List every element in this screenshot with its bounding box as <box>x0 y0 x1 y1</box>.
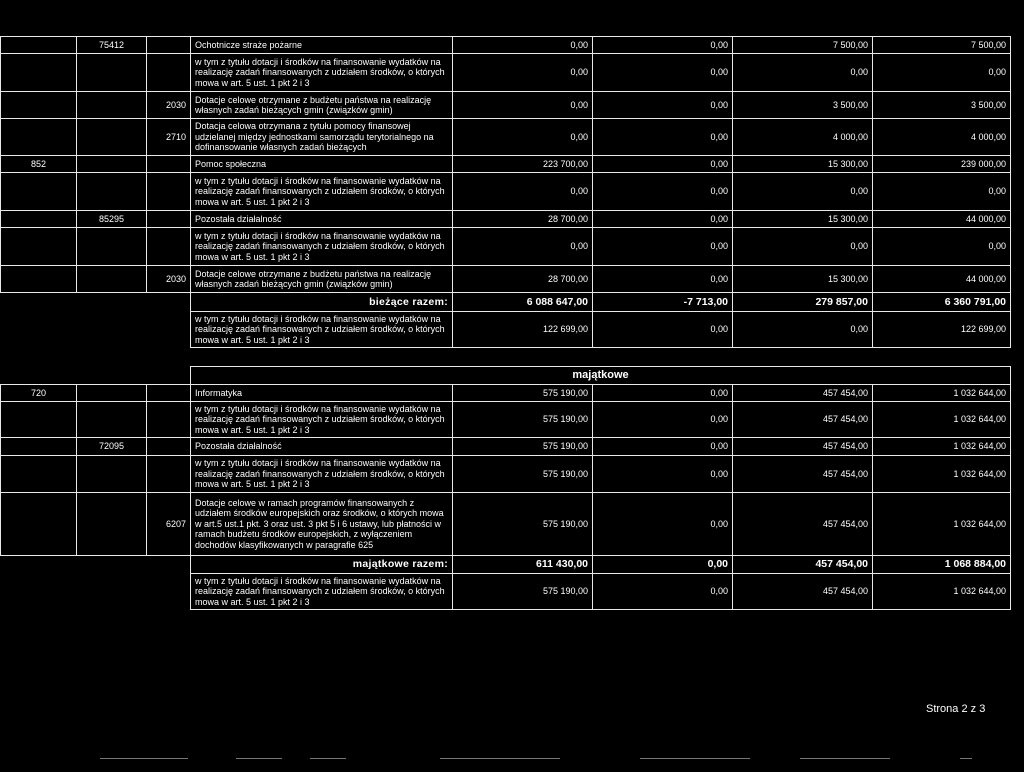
total-sub-desc: w tym z tytułu dotacji i środków na finansowanie wydatków na realizację zadań finansowanych z udziałem środków, o których mowa w art. 5 ust. 1 pkt 2 i 3 <box>191 574 453 610</box>
value-before: 0,00 <box>453 119 593 156</box>
paragraph-code <box>147 402 191 438</box>
total-v1: 611 430,00 <box>453 556 593 574</box>
value-before: 575 190,00 <box>453 385 593 402</box>
description: Dotacja celowa otrzymana z tytułu pomocy finansowej udzielanej między jednostkami samorządu terytorialnego na dofinansowanie własnych zadań bieżących <box>191 119 453 156</box>
value-decrease: 0,00 <box>593 438 733 456</box>
table-row <box>1 173 1011 211</box>
total-sub-desc: w tym z tytułu dotacji i środków na finansowanie wydatków na realizację zadań finansowanych z udziałem środków, o których mowa w art. 5 ust. 1 pkt 2 i 3 <box>191 312 453 348</box>
table-row <box>1 37 1011 54</box>
chapter-code <box>77 456 147 493</box>
value-before: 575 190,00 <box>453 402 593 438</box>
paragraph-code <box>147 173 191 211</box>
value-increase: 15 300,00 <box>733 156 873 173</box>
value-increase: 0,00 <box>733 173 873 211</box>
paragraph-code: 6207 <box>147 493 191 556</box>
section-heading-row <box>1 367 1011 385</box>
division-code: 720 <box>1 385 77 402</box>
current-rows <box>1 37 1011 293</box>
division-code <box>1 54 77 92</box>
table-row <box>1 228 1011 266</box>
division-code <box>1 92 77 119</box>
section-heading: majątkowe <box>191 367 1011 385</box>
value-decrease: 0,00 <box>593 456 733 493</box>
description: w tym z tytułu dotacji i środków na finansowanie wydatków na realizację zadań finansowanych z udziałem środków, o których mowa w art. 5 ust. 1 pkt 2 i 3 <box>191 402 453 438</box>
total-sub-v2: 0,00 <box>593 312 733 348</box>
description: Pozostała działalność <box>191 211 453 228</box>
division-code <box>1 173 77 211</box>
value-before: 28 700,00 <box>453 211 593 228</box>
value-increase: 4 000,00 <box>733 119 873 156</box>
value-after: 1 032 644,00 <box>873 493 1011 556</box>
chapter-code <box>77 54 147 92</box>
description: Dotacje celowe otrzymane z budżetu państwa na realizację własnych zadań bieżących gmin (związków gmin) <box>191 266 453 293</box>
value-before: 575 190,00 <box>453 438 593 456</box>
paragraph-code: 2030 <box>147 92 191 119</box>
paragraph-code: 2710 <box>147 119 191 156</box>
chapter-code: 85295 <box>77 211 147 228</box>
total-v3: 279 857,00 <box>733 293 873 312</box>
paragraph-code <box>147 438 191 456</box>
total-v2: -7 713,00 <box>593 293 733 312</box>
total-row-capital <box>1 556 1011 574</box>
division-code <box>1 402 77 438</box>
value-decrease: 0,00 <box>593 119 733 156</box>
footer-rule <box>310 758 346 759</box>
value-after: 239 000,00 <box>873 156 1011 173</box>
total-sub-v3: 457 454,00 <box>733 574 873 610</box>
table-row <box>1 92 1011 119</box>
value-increase: 15 300,00 <box>733 211 873 228</box>
division-code <box>1 266 77 293</box>
chapter-code <box>77 493 147 556</box>
total-sub-v4: 1 032 644,00 <box>873 574 1011 610</box>
footer-rule <box>440 758 560 759</box>
division-code <box>1 119 77 156</box>
description: Dotacje celowe w ramach programów finansowanych z udziałem środków europejskich oraz środków, o których mowa w art.5 ust.1 pkt. 3 oraz ust. 3 pkt 5 i 6 ustawy, lub płatności w ramach budżetu środków europejskich, z wyłączeniem dochodów klasyfikowanych w paragrafie 625 <box>191 493 453 556</box>
value-increase: 457 454,00 <box>733 402 873 438</box>
table-row <box>1 211 1011 228</box>
table-row <box>1 156 1011 173</box>
value-after: 7 500,00 <box>873 37 1011 54</box>
description: Informatyka <box>191 385 453 402</box>
value-increase: 15 300,00 <box>733 266 873 293</box>
chapter-code <box>77 228 147 266</box>
value-before: 28 700,00 <box>453 266 593 293</box>
table-row <box>1 438 1011 456</box>
value-increase: 457 454,00 <box>733 438 873 456</box>
current-total <box>1 293 1011 348</box>
description: w tym z tytułu dotacji i środków na finansowanie wydatków na realizację zadań finansowanych z udziałem środków, o których mowa w art. 5 ust. 1 pkt 2 i 3 <box>191 54 453 92</box>
description: w tym z tytułu dotacji i środków na finansowanie wydatków na realizację zadań finansowanych z udziałem środków, o których mowa w art. 5 ust. 1 pkt 2 i 3 <box>191 173 453 211</box>
description: w tym z tytułu dotacji i środków na finansowanie wydatków na realizację zadań finansowanych z udziałem środków, o których mowa w art. 5 ust. 1 pkt 2 i 3 <box>191 228 453 266</box>
chapter-code <box>77 266 147 293</box>
value-decrease: 0,00 <box>593 211 733 228</box>
capital-total <box>1 556 1011 610</box>
division-code <box>1 211 77 228</box>
value-decrease: 0,00 <box>593 37 733 54</box>
value-after: 1 032 644,00 <box>873 385 1011 402</box>
value-decrease: 0,00 <box>593 228 733 266</box>
value-after: 0,00 <box>873 54 1011 92</box>
total-label: majątkowe razem: <box>191 556 453 574</box>
value-increase: 7 500,00 <box>733 37 873 54</box>
total-sub-v4: 122 699,00 <box>873 312 1011 348</box>
total-sub-v1: 122 699,00 <box>453 312 593 348</box>
chapter-code <box>77 385 147 402</box>
chapter-code: 75412 <box>77 37 147 54</box>
footer-rule <box>960 758 972 759</box>
chapter-code <box>77 173 147 211</box>
value-decrease: 0,00 <box>593 266 733 293</box>
paragraph-code <box>147 456 191 493</box>
table-row <box>1 119 1011 156</box>
table-row <box>1 402 1011 438</box>
value-decrease: 0,00 <box>593 493 733 556</box>
value-increase: 457 454,00 <box>733 385 873 402</box>
chapter-code <box>77 156 147 173</box>
value-decrease: 0,00 <box>593 156 733 173</box>
budget-table-capital <box>0 366 1011 610</box>
total-sub-v2: 0,00 <box>593 574 733 610</box>
value-after: 44 000,00 <box>873 266 1011 293</box>
division-code <box>1 228 77 266</box>
total-sub-v3: 0,00 <box>733 312 873 348</box>
division-code <box>1 456 77 493</box>
value-decrease: 0,00 <box>593 54 733 92</box>
value-increase: 0,00 <box>733 228 873 266</box>
value-after: 0,00 <box>873 228 1011 266</box>
value-before: 575 190,00 <box>453 493 593 556</box>
chapter-code <box>77 119 147 156</box>
value-before: 223 700,00 <box>453 156 593 173</box>
description: w tym z tytułu dotacji i środków na finansowanie wydatków na realizację zadań finansowanych z udziałem środków, o których mowa w art. 5 ust. 1 pkt 2 i 3 <box>191 456 453 493</box>
total-label: bieżące razem: <box>191 293 453 312</box>
value-before: 0,00 <box>453 92 593 119</box>
paragraph-code <box>147 385 191 402</box>
paragraph-code: 2030 <box>147 266 191 293</box>
table-row <box>1 385 1011 402</box>
value-increase: 0,00 <box>733 54 873 92</box>
footer-rule <box>640 758 750 759</box>
value-after: 44 000,00 <box>873 211 1011 228</box>
table-row <box>1 456 1011 493</box>
division-code <box>1 37 77 54</box>
value-decrease: 0,00 <box>593 402 733 438</box>
value-after: 1 032 644,00 <box>873 456 1011 493</box>
total-sub-v1: 575 190,00 <box>453 574 593 610</box>
value-decrease: 0,00 <box>593 92 733 119</box>
division-code <box>1 493 77 556</box>
table-row <box>1 54 1011 92</box>
total-sub-row-capital <box>1 574 1011 610</box>
description: Pomoc społeczna <box>191 156 453 173</box>
table-row <box>1 493 1011 556</box>
paragraph-code <box>147 156 191 173</box>
value-after: 1 032 644,00 <box>873 438 1011 456</box>
paragraph-code <box>147 211 191 228</box>
total-v4: 6 360 791,00 <box>873 293 1011 312</box>
paragraph-code <box>147 54 191 92</box>
division-code: 852 <box>1 156 77 173</box>
footer-rule <box>236 758 282 759</box>
paragraph-code <box>147 37 191 54</box>
description: Dotacje celowe otrzymane z budżetu państwa na realizację własnych zadań bieżących gmin (związków gmin) <box>191 92 453 119</box>
value-increase: 3 500,00 <box>733 92 873 119</box>
chapter-code <box>77 92 147 119</box>
footer-rule <box>100 758 188 759</box>
total-v2: 0,00 <box>593 556 733 574</box>
value-decrease: 0,00 <box>593 173 733 211</box>
paragraph-code <box>147 228 191 266</box>
value-before: 575 190,00 <box>453 456 593 493</box>
total-sub-row-current <box>1 312 1011 348</box>
chapter-code <box>77 402 147 438</box>
total-v4: 1 068 884,00 <box>873 556 1011 574</box>
total-v3: 457 454,00 <box>733 556 873 574</box>
value-before: 0,00 <box>453 37 593 54</box>
division-code <box>1 438 77 456</box>
table-row <box>1 266 1011 293</box>
value-before: 0,00 <box>453 173 593 211</box>
value-after: 3 500,00 <box>873 92 1011 119</box>
description: Pozostała działalność <box>191 438 453 456</box>
value-increase: 457 454,00 <box>733 456 873 493</box>
value-before: 0,00 <box>453 54 593 92</box>
total-row-current <box>1 293 1011 312</box>
total-v1: 6 088 647,00 <box>453 293 593 312</box>
value-increase: 457 454,00 <box>733 493 873 556</box>
capital-rows <box>1 385 1011 556</box>
description: Ochotnicze straże pożarne <box>191 37 453 54</box>
footer-rule <box>800 758 890 759</box>
value-decrease: 0,00 <box>593 385 733 402</box>
budget-table-current <box>0 36 1011 348</box>
chapter-code: 72095 <box>77 438 147 456</box>
page-number: Strona 2 z 3 <box>926 703 986 715</box>
value-after: 4 000,00 <box>873 119 1011 156</box>
value-before: 0,00 <box>453 228 593 266</box>
value-after: 0,00 <box>873 173 1011 211</box>
value-after: 1 032 644,00 <box>873 402 1011 438</box>
